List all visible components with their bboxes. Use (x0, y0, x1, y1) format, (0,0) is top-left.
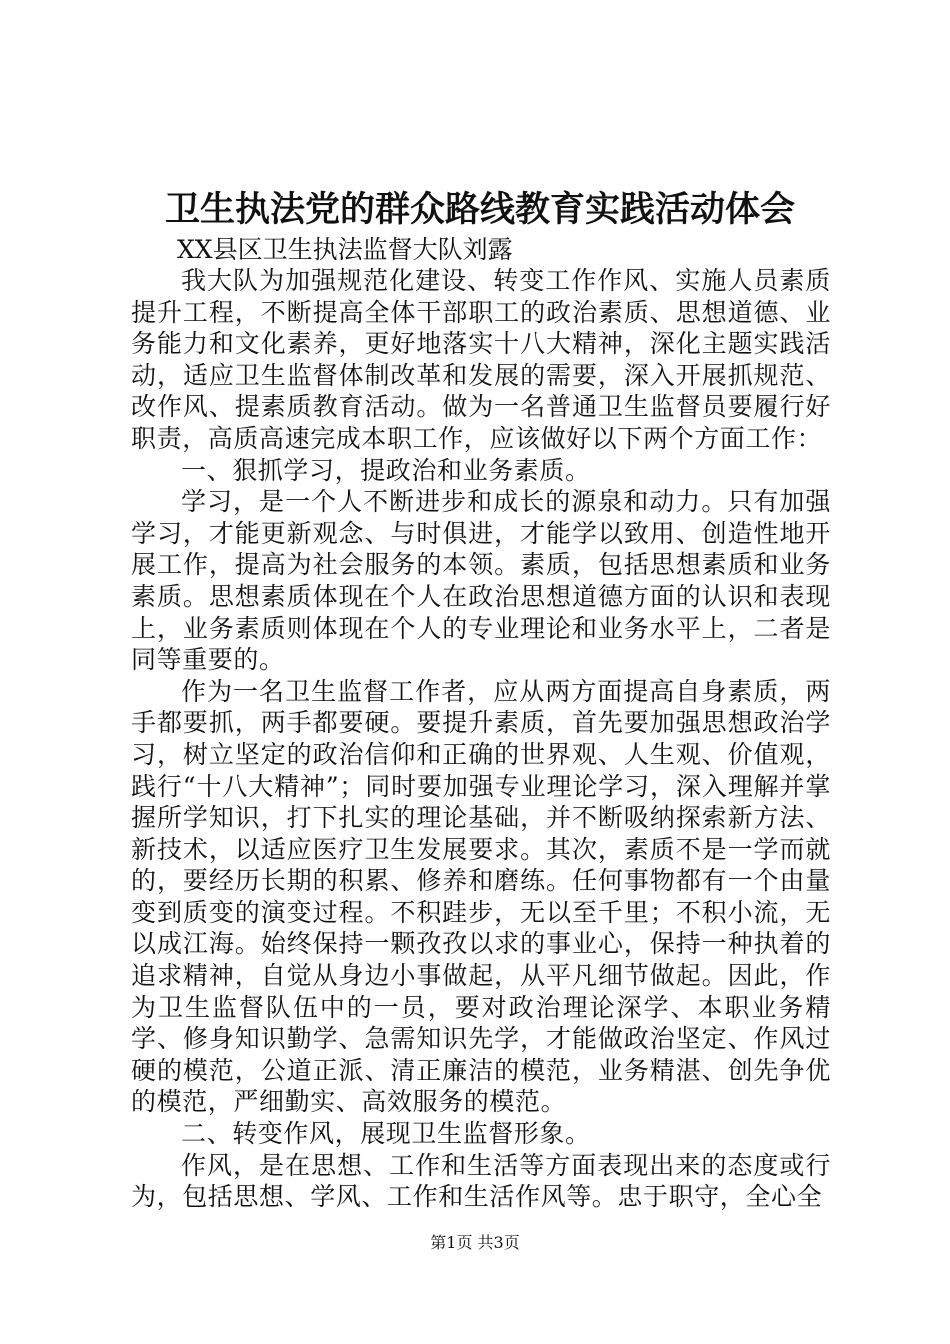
section-heading-1: 一、狠抓学习，提政治和业务素质。 (181, 455, 591, 485)
paragraph-style: 作风，是在思想、工作和生活等方面表现出来的态度或行为，包括思想、学风、工作和生活作风等。忠于职守，全心全 (131, 1150, 831, 1212)
author-line: XX县区卫生执法监督大队刘露 (177, 235, 513, 264)
document-title: 卫生执法党的群众路线教育实践活动体会 (164, 189, 795, 230)
section-heading-2: 二、转变作风，展现卫生监督形象。 (181, 1119, 591, 1149)
paragraph-quality: 作为一名卫生监督工作者，应从两方面提高自身素质，两手都要抓，两手都要硬。要提升素质，首先要加强思想政治学习，树立坚定的政治信仰和正确的世界观、人生观、价值观，践行“十八大精神”；同时要加强专业理论学习，深入理解并掌握所学知识，打下扎实的理论基础，并不断吸纳探索新方法、新技术，以适应医疗卫生发展要求。其次，素质不是一学而就的，要经历长期的积累、修养和磨练。任何事物都有一个由量变到质变的演变过程。不积跬步，无以至千里；不积小流，无以成江海。始终保持一颗孜孜以求的事业心，保持一种执着的追求精神，自觉从身边小事做起，从平凡细节做起。因此，作为卫生监督队伍中的一员，要对政治理论深学、本职业务精学、修身知识勤学、急需知识先学，才能做政治坚定、作风过硬的模范，公道正派、清正廉洁的模范，业务精湛、创先争优的模范，严细勤实、高效服务的模范。 (131, 676, 831, 1117)
document-body (131, 234, 831, 1213)
paragraph-study: 学习，是一个人不断进步和成长的源泉和动力。只有加强学习，才能更新观念、与时俱进，才能学以致用、创造性地开展工作，提高为社会服务的本领。素质，包括思想素质和业务素质。思想素质体现在个人在政治思想道德方面的认识和表现上，业务素质则体现在个人的专业理论和业务水平上，二者是同等重要的。 (131, 487, 831, 675)
page-number: 第1页 共3页 (430, 1233, 520, 1252)
paragraph-intro: 我大队为加强规范化建设、转变工作作风、实施人员素质提升工程，不断提高全体干部职工的政治素质、思想道德、业务能力和文化素养，更好地落实十八大精神，深化主题实践活动，适应卫生监督体制改革和发展的需要，深入开展抓规范、改作风、提素质教育活动。做为一名普通卫生监督员要履行好职责，高质高速完成本职工作，应该做好以下两个方面工作： (131, 266, 831, 453)
